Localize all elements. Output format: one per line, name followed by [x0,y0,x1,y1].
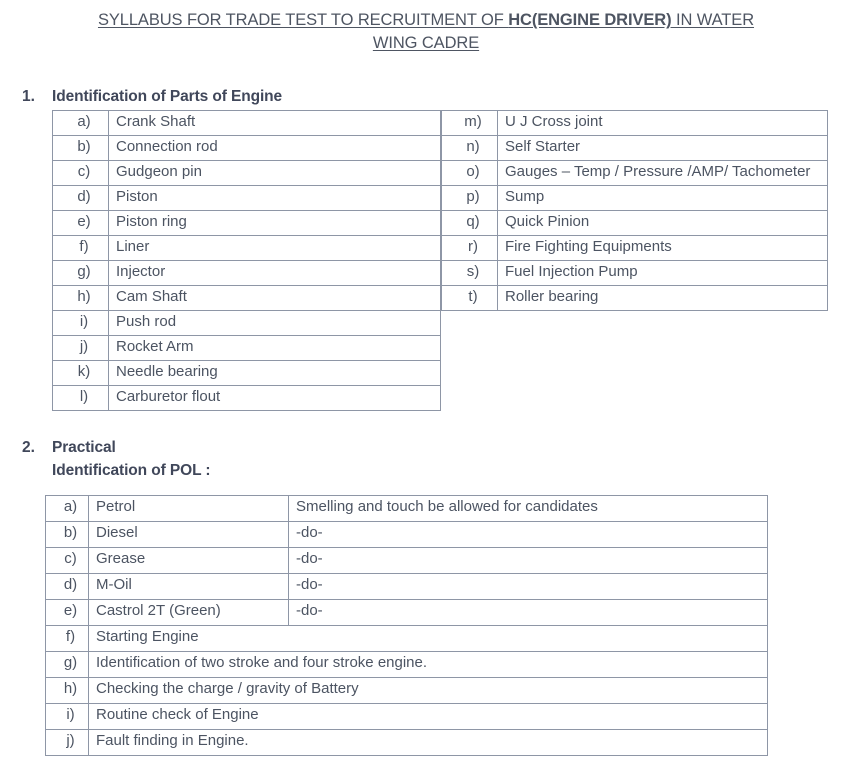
table-row [53,386,441,411]
row-item: Roller bearing [498,286,828,311]
row-item: Carburetor flout [109,386,441,411]
row-item: U J Cross joint [498,111,828,136]
row-item: Piston [109,186,441,211]
row-item: Sump [498,186,828,211]
section-heading-2 [0,439,852,457]
table-row [46,496,768,522]
row-item: Castrol 2T (Green) [89,600,289,626]
table-row [442,261,828,286]
table-row [53,161,441,186]
row-letter: d) [46,574,89,600]
row-letter: j) [46,730,89,756]
table-row [46,600,768,626]
section-number-2: 2. [22,439,35,456]
row-method: -do- [289,574,768,600]
row-item: Starting Engine [89,626,768,652]
row-item: M-Oil [89,574,289,600]
row-letter: q) [442,211,498,236]
row-letter: c) [53,161,109,186]
row-letter: g) [46,652,89,678]
table-row [442,211,828,236]
page-title-segment-bold: HC(ENGINE DRIVER) [508,11,672,29]
section-title-1: Identification of Parts of Engine [52,88,283,105]
row-method: -do- [289,600,768,626]
table-row [53,236,441,261]
table-row [442,286,828,311]
row-letter: b) [46,522,89,548]
table-row [46,704,768,730]
row-item: Connection rod [109,136,441,161]
table-row [46,652,768,678]
parts-table-left [52,110,441,411]
row-letter: a) [53,111,109,136]
row-item: Checking the charge / gravity of Battery [89,678,768,704]
row-letter: h) [46,678,89,704]
row-letter: l) [53,386,109,411]
table-row [53,136,441,161]
table-row [53,311,441,336]
row-letter: f) [46,626,89,652]
parts-table-right [441,110,828,311]
row-item: Diesel [89,522,289,548]
row-item: Fault finding in Engine. [89,730,768,756]
row-letter: m) [442,111,498,136]
table-row [46,548,768,574]
table-row [46,626,768,652]
table-row [53,186,441,211]
pol-identification-table [45,495,768,756]
row-item: Fuel Injection Pump [498,261,828,286]
page-title-segment-tail: IN WATER [671,11,755,29]
row-letter: n) [442,136,498,161]
row-item: Identification of two stroke and four stroke engine. [89,652,768,678]
row-item: Push rod [109,311,441,336]
row-letter: k) [53,361,109,386]
row-letter: a) [46,496,89,522]
row-letter: s) [442,261,498,286]
section-title-2: Practical [52,439,116,456]
row-item: Needle bearing [109,361,441,386]
table-row [53,211,441,236]
section-heading-1 [0,88,282,106]
row-letter: r) [442,236,498,261]
row-item: Crank Shaft [109,111,441,136]
row-item: Liner [109,236,441,261]
row-letter: p) [442,186,498,211]
row-letter: f) [53,236,109,261]
row-method: Smelling and touch be allowed for candidates [289,496,768,522]
table-row [46,522,768,548]
table-row [442,161,828,186]
page-title-line-1 [21,9,831,32]
table-row [442,186,828,211]
parts-of-engine-tables [52,110,828,411]
row-letter: d) [53,186,109,211]
table-row [442,136,828,161]
row-item: Cam Shaft [109,286,441,311]
row-item: Grease [89,548,289,574]
table-row [53,336,441,361]
section-subheading-2: Identification of POL : [52,462,211,479]
row-item: Routine check of Engine [89,704,768,730]
table-row [53,361,441,386]
row-item: Fire Fighting Equipments [498,236,828,261]
page-title [21,9,831,55]
row-item: Quick Pinion [498,211,828,236]
row-letter: o) [442,161,498,186]
page-title-line-2-text: WING CADRE [372,34,480,52]
row-letter: g) [53,261,109,286]
table-row [442,236,828,261]
page-title-line-2 [21,32,831,55]
row-method: -do- [289,522,768,548]
row-item: Rocket Arm [109,336,441,361]
page-title-segment-plain: SYLLABUS FOR TRADE TEST TO RECRUITMENT OF [97,11,509,29]
section-2 [0,439,852,480]
table-row [46,678,768,704]
row-letter: h) [53,286,109,311]
row-method: -do- [289,548,768,574]
row-letter: t) [442,286,498,311]
row-letter: b) [53,136,109,161]
table-row [46,574,768,600]
row-letter: i) [53,311,109,336]
table-row [53,261,441,286]
row-item: Self Starter [498,136,828,161]
table-row [442,111,828,136]
row-item: Petrol [89,496,289,522]
row-item: Gudgeon pin [109,161,441,186]
row-letter: c) [46,548,89,574]
row-item: Injector [109,261,441,286]
row-item: Piston ring [109,211,441,236]
row-item: Gauges – Temp / Pressure /AMP/ Tachometer [498,161,828,186]
row-letter: j) [53,336,109,361]
table-row [53,111,441,136]
row-letter: e) [53,211,109,236]
row-letter: e) [46,600,89,626]
row-letter: i) [46,704,89,730]
table-row [53,286,441,311]
section-number-1: 1. [22,88,35,105]
